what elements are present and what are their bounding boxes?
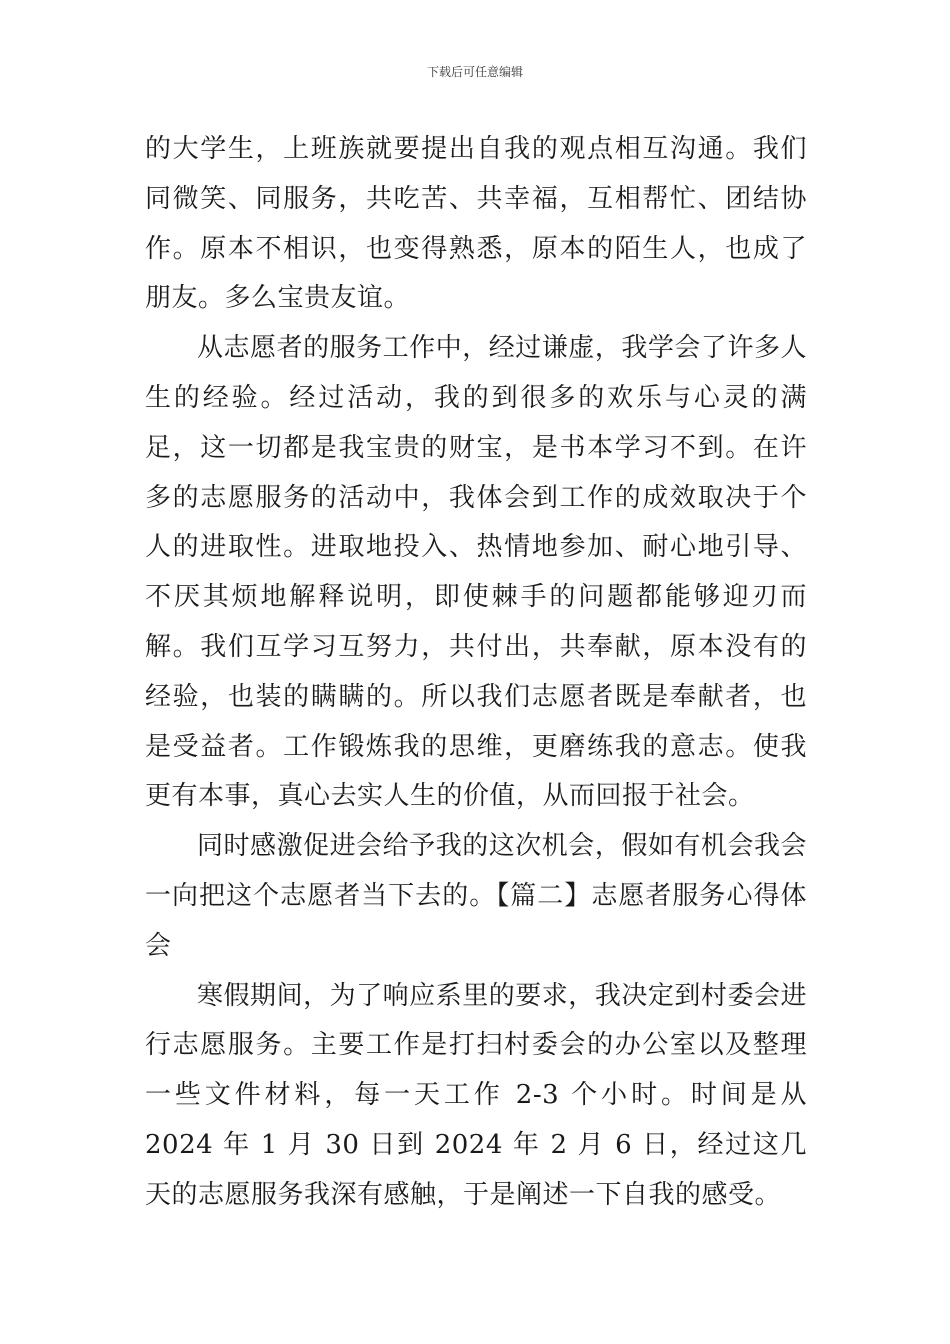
paragraph-thanks: 同时感激促进会给予我的这次机会，假如有机会我会一向把这个志愿者当下去的。【篇二】志愿者服务心得体会 [145,831,807,961]
paragraph-volunteer-experience: 从志愿者的服务工作中，经过谦虚，我学会了许多人生的经验。经过活动，我的到很多的欢乐与心灵的满足，这一切都是我宝贵的财宝，是书本学习不到。在许多的志愿服务的活动中，我体会到工作的成效取决于个人的进取性。进取地投入、热情地参加、耐心地引导、不厌其烦地解释说明，即使棘手的问题都能够迎刃而解。我们互学习互努力，共付出，共奉献，原本没有的经验，也装的瞒瞒的。所以我们志愿者既是奉献者，也是受益者。工作锻炼我的思维，更磨练我的意志。使我更有本事，真心去实人生的价值，从而回报于社会。 [145,333,807,812]
paragraph-continuation: 的大学生，上班族就要提出自我的观点相互沟通。我们同微笑、同服务，共吃苦、共幸福，互相帮忙、团结协作。原本不相识，也变得熟悉，原本的陌生人，也成了朋友。多么宝贵友谊。 [145,134,807,314]
document-body [145,125,807,1221]
page-header: 下载后可任意编辑 [426,65,523,79]
paragraph-winter-break: 寒假期间，为了响应系里的要求，我决定到村委会进行志愿服务。主要工作是打扫村委会的办公室以及整理一些文件材料，每一天工作 2-3 个小时。时间是从 2024 年 1 月 30 日到 2024 年 2 月 6 日，经过这几天的志愿服务我深有感触，于是阐述一下自我的感受。 [145,980,807,1210]
